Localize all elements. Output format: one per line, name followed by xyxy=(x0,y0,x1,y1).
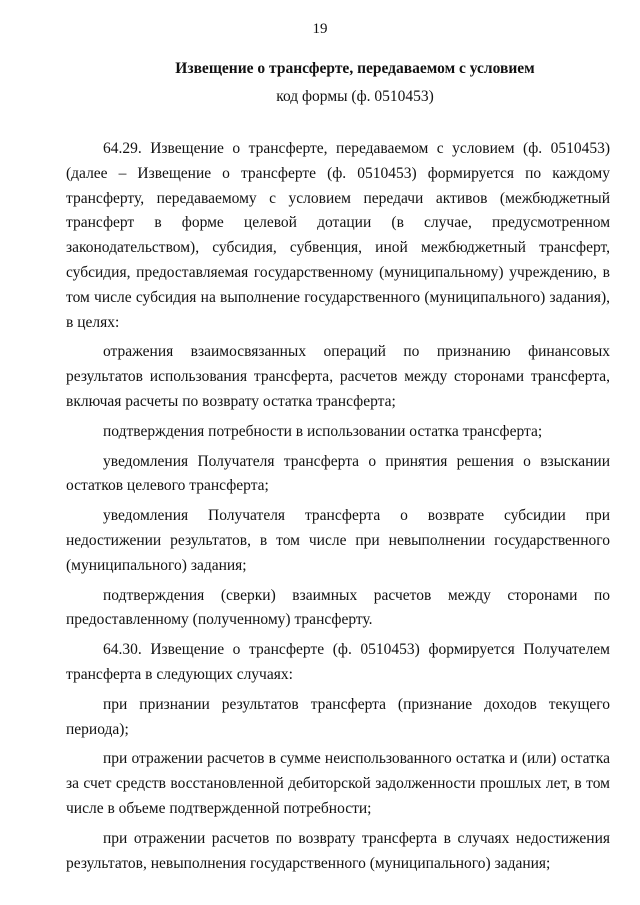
paragraph-purpose-reflection: отражения взаимосвязанных операций по признанию финансовых результатов использования трансферта, расчетов между сторонами трансферта, включая расчеты по возврату остатка трансферта; xyxy=(66,343,610,410)
body-text xyxy=(66,137,610,881)
paragraph-purpose-reconciliation: подтверждения (сверки) взаимных расчетов между сторонами по предоставленному (полученному) трансферту. xyxy=(66,586,610,629)
paragraph-purpose-notice-recovery: уведомления Получателя трансферта о принятия решения о взыскании остатков целевого трансферта; xyxy=(66,452,610,495)
page-number: 19 xyxy=(312,21,328,37)
paragraph-purpose-notice-return: уведомления Получателя трансферта о возврате субсидии при недостижении результатов, в том числе при невыполнении государственного (муниципального) задания; xyxy=(66,507,610,574)
paragraph-64-29: 64.29. Извещение о трансферте, передаваемом с условием (ф. 0510453) (далее – Извещение о трансферте (ф. 0510453) формируется по каждому трансферту, передаваемому с условием передачи активов (межбюджетный трансферт в форме целевой дотации (в случае, предусмотренном законодательством), субсидия, субвенция, иной межбюджетный трансферт, субсидия, предоставляемая государственному (муниципальному) учреждению, в том числе субсидия на выполнение государственного (муниципального) задания), в целях: xyxy=(66,140,610,331)
paragraph-64-30: 64.30. Извещение о трансферте (ф. 0510453) формируется Получателем трансферта в следующих случаях: xyxy=(66,641,610,683)
document-title: Извещение о трансферте, передаваемом с условием xyxy=(175,60,535,77)
paragraph-case-recognition: при признании результатов трансферта (признание доходов текущего периода); xyxy=(66,695,610,738)
paragraph-case-unused-balance: при отражении расчетов в сумме неиспользованного остатка и (или) остатка за счет средств восстановленной дебиторской задолженности прошлых лет, в том числе в объеме подтвержденной потребности; xyxy=(66,750,610,817)
form-code-subtitle: код формы (ф. 0510453) xyxy=(276,88,434,105)
paragraph-case-return: при отражении расчетов по возврату трансферта в случаях недостижения результатов, невыполнения государственного (муниципального) задания; xyxy=(66,829,610,872)
paragraph-purpose-confirmation: подтверждения потребности в использовании остатка трансферта; xyxy=(103,422,543,440)
